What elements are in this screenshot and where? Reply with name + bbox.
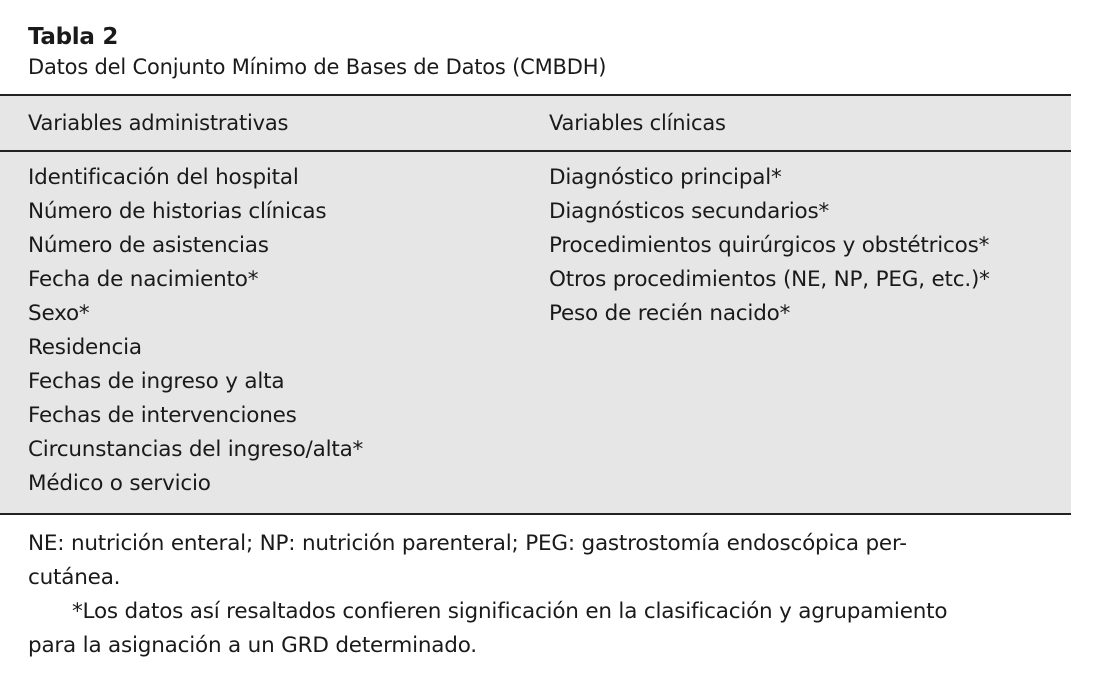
- table-cell-administrative: Residencia: [28, 335, 142, 360]
- table-body: [28, 152, 1071, 513]
- table-cell-clinical: Procedimientos quirúrgicos y obstétricos*: [549, 233, 990, 258]
- header-administrative: Variables administrativas: [28, 111, 289, 135]
- table-cell-administrative: Fechas de ingreso y alta: [28, 369, 285, 394]
- table-cell-clinical: Peso de recién nacido*: [549, 301, 791, 326]
- table-header-row: [0, 96, 1071, 152]
- table-cell-administrative: Número de asistencias: [28, 233, 269, 258]
- table-cell-administrative: Sexo*: [28, 301, 90, 326]
- table-cell-administrative: Identificación del hospital: [28, 165, 299, 190]
- table-cell-clinical: Diagnósticos secundarios*: [549, 199, 829, 224]
- table-footnotes: [28, 527, 1071, 663]
- clinical-column: [549, 161, 1071, 501]
- table-cell-administrative: Número de historias clínicas: [28, 199, 327, 224]
- abbreviations-line-2: cutánea.: [28, 565, 121, 590]
- abbreviations-line-1: NE: nutrición enteral; NP: nutrición parenteral; PEG: gastrostomía endoscópica per-: [28, 531, 907, 556]
- data-table: [0, 94, 1071, 515]
- table-cell-administrative: Médico o servicio: [28, 471, 211, 496]
- asterisk-line-1: *Los datos así resaltados confieren significación en la clasificación y agrupamiento: [72, 599, 948, 624]
- table-cell-administrative: Fechas de intervenciones: [28, 403, 297, 428]
- table-cell-administrative: Circunstancias del ingreso/alta*: [28, 437, 364, 462]
- administrative-column: [28, 161, 549, 501]
- asterisk-line-2: para la asignación a un GRD determinado.: [28, 633, 477, 658]
- table-cell-administrative: Fecha de nacimiento*: [28, 267, 259, 292]
- table-cell-clinical: Diagnóstico principal*: [549, 165, 782, 190]
- table-cell-clinical: Otros procedimientos (NE, NP, PEG, etc.)*: [549, 267, 990, 292]
- header-clinical: Variables clínicas: [549, 111, 726, 135]
- asterisk-note: [28, 595, 1071, 663]
- document-page: [28, 22, 1071, 663]
- abbreviations-note: [28, 527, 1071, 595]
- table-caption: Datos del Conjunto Mínimo de Bases de Datos (CMBDH): [28, 55, 607, 79]
- table-title: Tabla 2: [28, 24, 119, 50]
